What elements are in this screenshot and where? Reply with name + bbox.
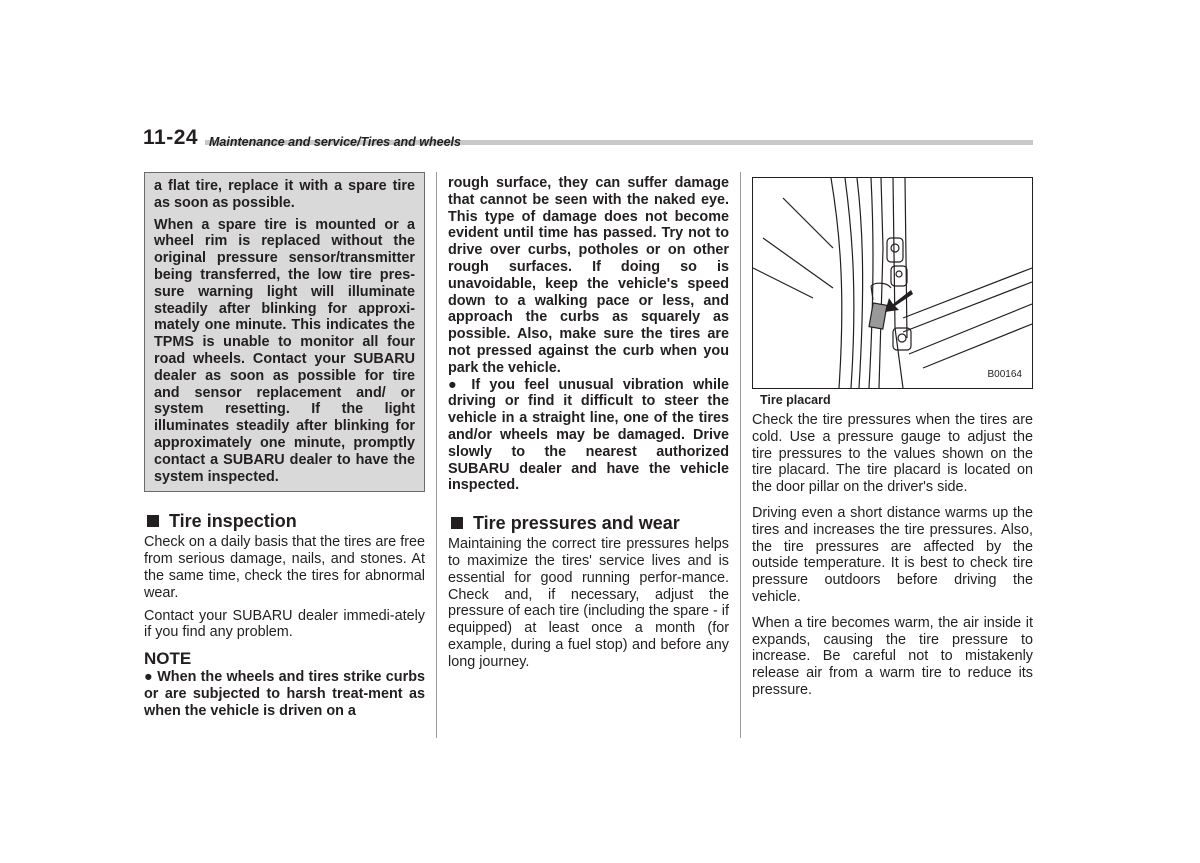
right-paragraph: Check the tire pressures when the tires are cold. Use a pressure gauge to adjust the tire pressures to the values shown on the tire placard. The tire placard is located on the door pillar on the driver's side. bbox=[752, 412, 1033, 496]
figure-code: B00164 bbox=[987, 369, 1022, 380]
column-divider bbox=[436, 172, 437, 738]
middle-column bbox=[448, 172, 729, 671]
tire-pressures-heading: Tire pressures and wear bbox=[448, 512, 729, 534]
pressure-paragraph: Maintaining the correct tire pressures helps to maximize the tires' service lives and is essential for good running perfor-mance. Check and, if necessary, adjust the pressure of each tire (including the spare - if equipped) at least once a month (for example, during a fuel stop) and before any long journey. bbox=[448, 536, 729, 670]
inspection-paragraph: Contact your SUBARU dealer immedi-ately if you find any problem. bbox=[144, 607, 425, 641]
column-divider bbox=[740, 172, 741, 738]
note-bullet: ● If you feel unusual vibration while driving or find it difficult to steer the vehicle in a straight line, one of the tires and/or wheels may be damaged. Drive slowly to the nearest authorized SUBARU dealer and have the vehicle inspected. bbox=[448, 376, 729, 494]
note-text: ● When the wheels and tires strike curbs or are subjected to harsh treat-ment as when the vehicle is driven on a bbox=[144, 669, 425, 719]
door-pillar-illustration bbox=[753, 178, 1032, 388]
figure-caption: Tire placard bbox=[760, 393, 831, 407]
note-box bbox=[144, 172, 425, 492]
inspection-paragraph: Check on a daily basis that the tires are free from serious damage, nails, and stones. At the same time, check the tires for abnormal wear. bbox=[144, 534, 425, 601]
tire-inspection-heading: Tire inspection bbox=[144, 510, 425, 532]
note-box-paragraph: a flat tire, replace it with a spare tire as soon as possible. bbox=[154, 178, 415, 211]
note-box-paragraph: When a spare tire is mounted or a wheel rim is replaced without the original pressure sensor/transmitter being transferred, the low tire pres-sure warning light will illuminate steadily after blinking for approxi-mately one minute. This indicates the TPMS is unable to monitor all four road wheels. Contact your SUBARU dealer as soon as possible for tire and sensor replacement and/ or system resetting. If the light illuminates steadily after blinking for approximately one minute, promptly contact a SUBARU dealer to have the system inspected. bbox=[154, 216, 415, 485]
right-paragraph: When a tire becomes warm, the air inside it expands, causing the tire pressure to increase. Be careful not to mistakenly release air from a warm tire to reduce its pressure. bbox=[752, 614, 1033, 698]
page-number: 11-24 bbox=[143, 126, 199, 149]
note-heading: NOTE bbox=[144, 649, 192, 669]
section-square-icon bbox=[451, 517, 463, 529]
right-paragraph: Driving even a short distance warms up the tires and increases the tire pressures. Also, the tire pressures are affected by the outside temperature. It is best to check tire pressure outdoors before driving the vehicle. bbox=[752, 504, 1033, 605]
section-square-icon bbox=[147, 515, 159, 527]
page-header bbox=[143, 122, 1033, 152]
right-column bbox=[752, 172, 1033, 699]
left-column bbox=[144, 172, 425, 720]
section-title: Maintenance and service/Tires and wheels bbox=[209, 135, 461, 149]
note-continuation: rough surface, they can suffer damage that cannot be seen with the naked eye. This type of damage does not become evident until time has passed. Try not to drive over curbs, potholes or on other rough surfaces. If doing so is unavoidable, keep the vehicle's speed down to a walking pace or less, and approach the curbs as squarely as possible. Also, make sure the tires are not pressed against the curb when you park the vehicle. bbox=[448, 175, 729, 376]
tire-placard-figure bbox=[752, 177, 1033, 389]
